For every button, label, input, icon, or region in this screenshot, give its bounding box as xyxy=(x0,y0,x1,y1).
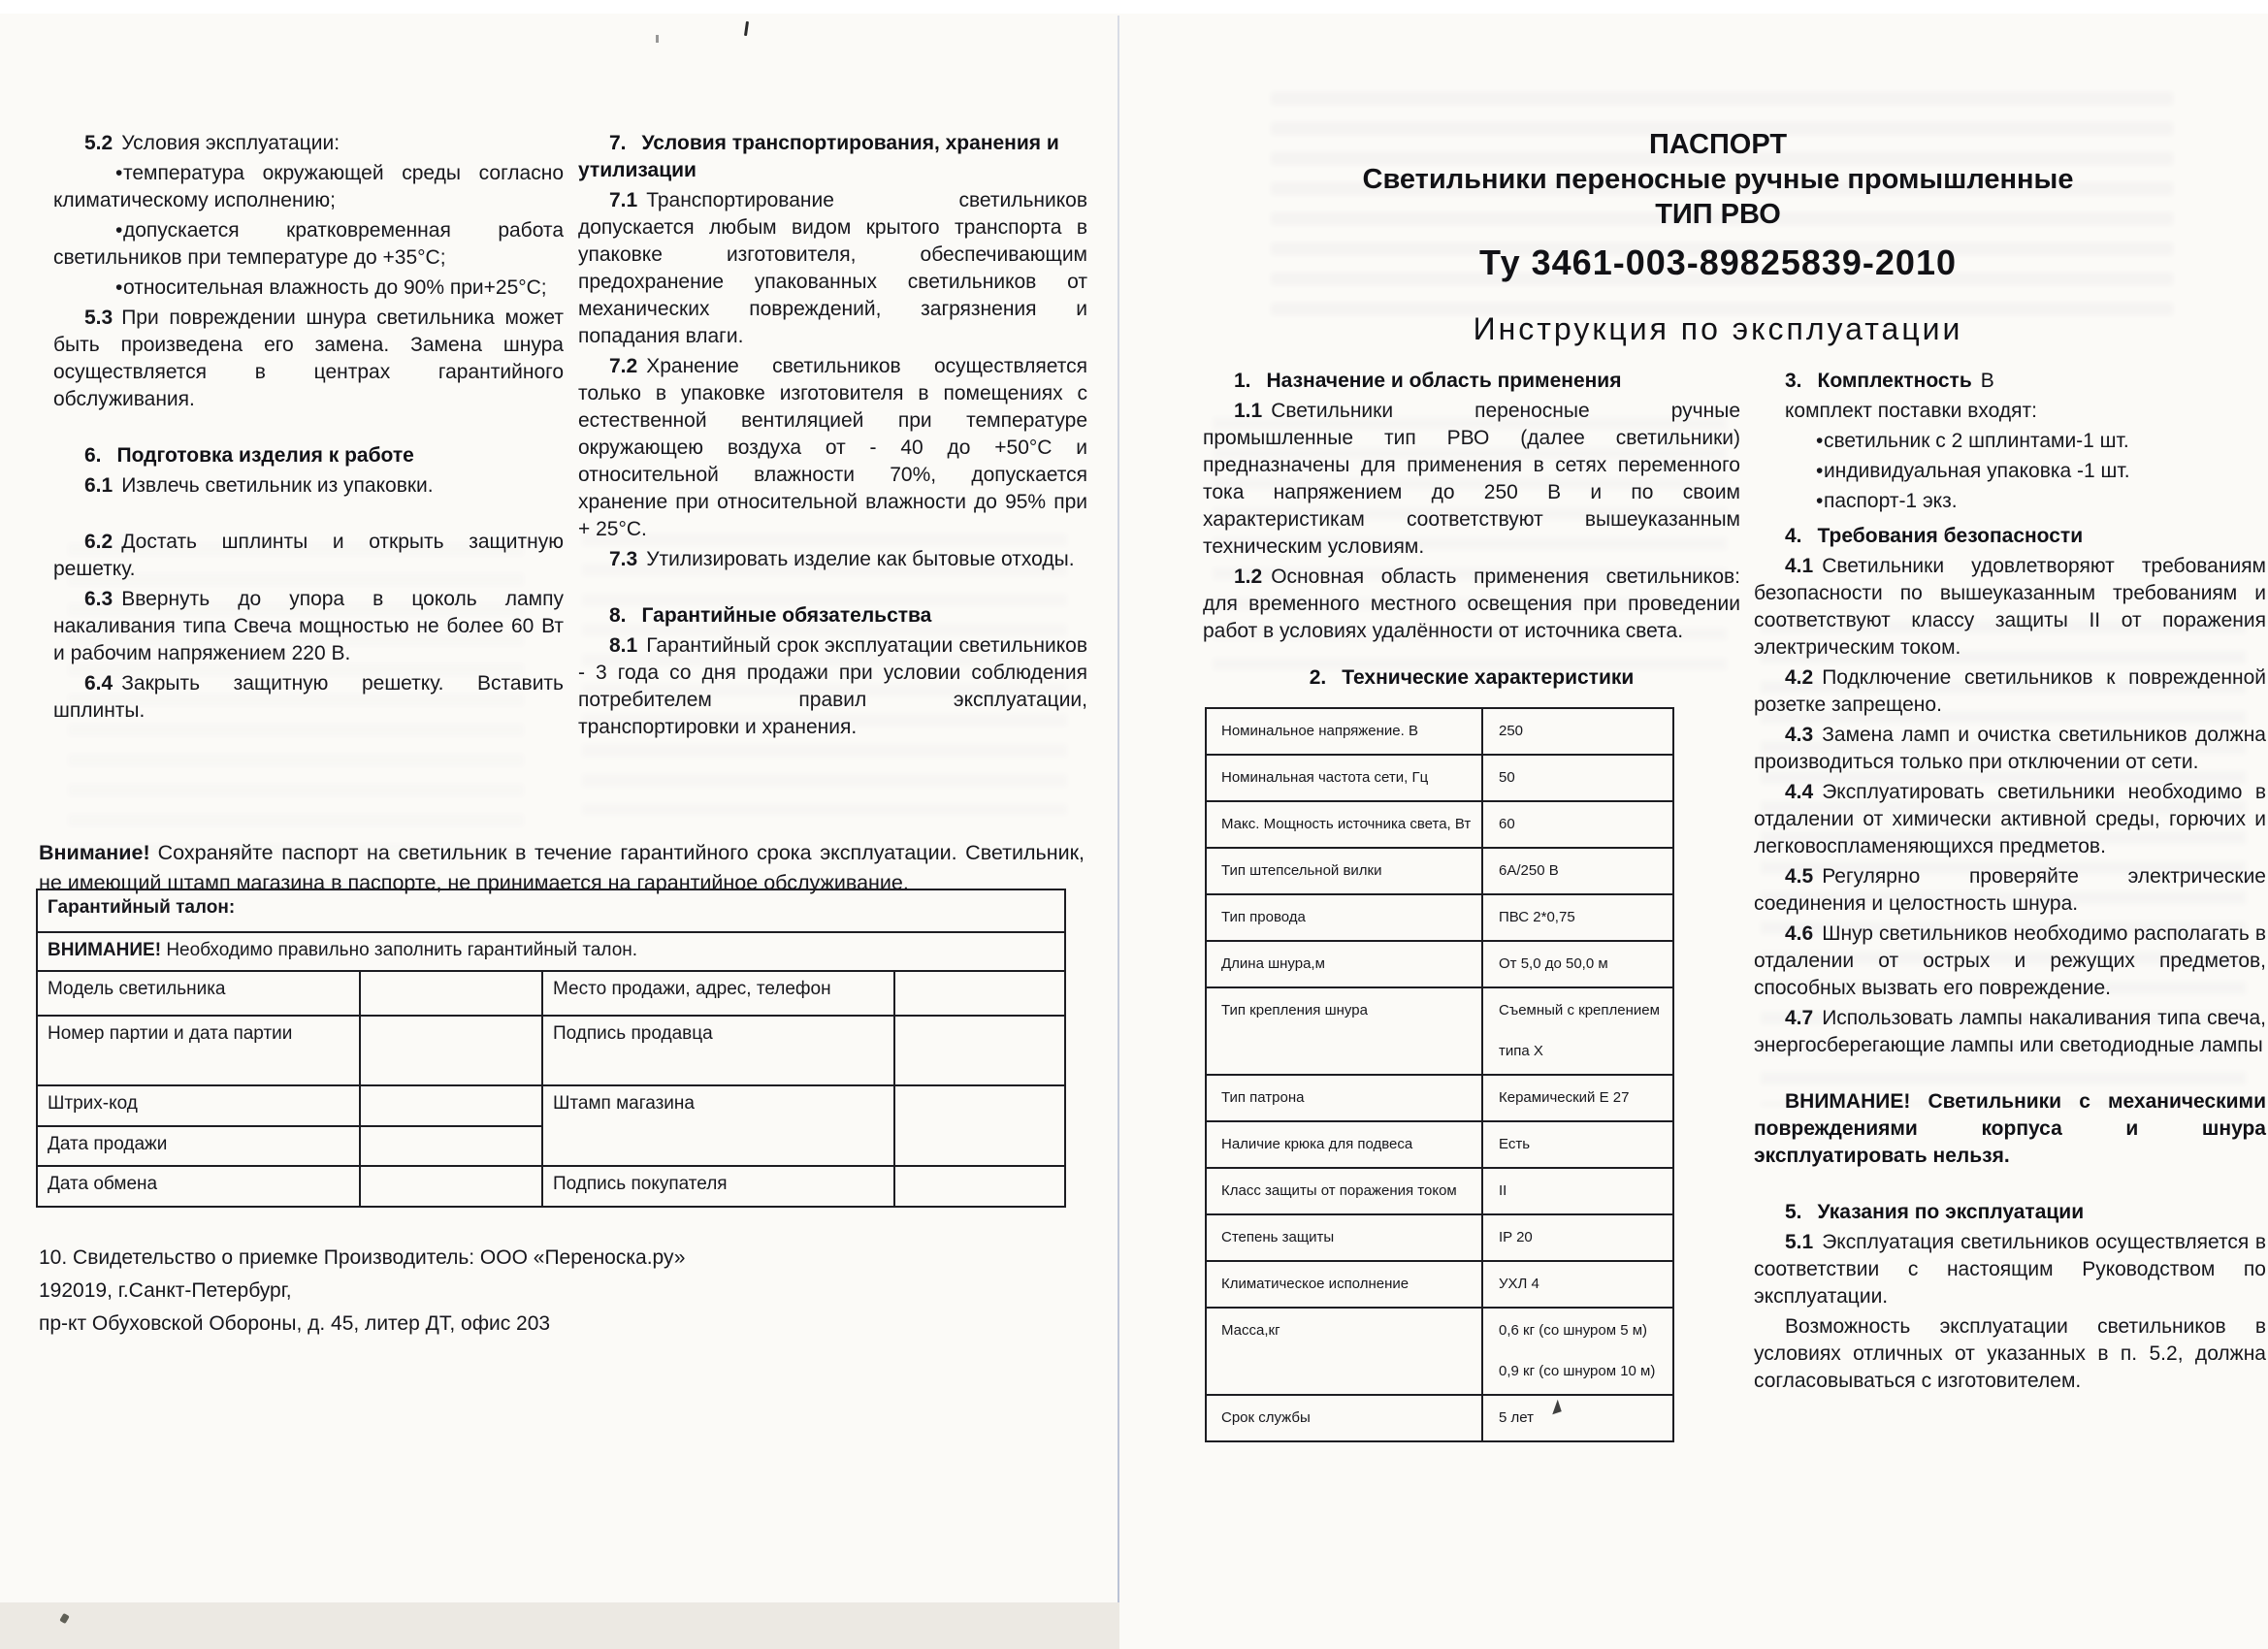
acceptance-line: 10. Свидетельство о приемке Производитель: ООО «Переноска.ру» xyxy=(39,1246,686,1269)
warranty-blank-cell xyxy=(894,1016,1065,1085)
tech-spec-value: Есть xyxy=(1482,1121,1673,1168)
tech-spec-row xyxy=(1206,1075,1673,1121)
doc-title: ПАСПОРТ xyxy=(1648,129,1788,160)
bullet-marker: • xyxy=(1816,460,1824,482)
section-number: 5.3 xyxy=(84,307,113,329)
para-text: Утилизировать изделие как бытовые отходы. xyxy=(646,548,1075,570)
bullet-item xyxy=(1754,428,2266,455)
section-number: 6.3 xyxy=(84,588,113,610)
para-text: светильник с 2 шплинтами-1 шт. xyxy=(1824,430,2129,452)
para-text: Эксплуатировать светильники необходимо в отдалении от химически активной среды, горючих и легковоспламеняющихся предметов. xyxy=(1754,781,2266,857)
para-text: Достать шплинты и открыть защитную решетку. xyxy=(53,531,564,580)
acceptance-line: 192019, г.Санкт-Петербург, xyxy=(39,1279,292,1302)
tech-specs-table xyxy=(1205,707,1674,1442)
tech-spec-row xyxy=(1206,1214,1673,1261)
heading-text: Комплектность xyxy=(1817,370,1972,392)
para-text: Регулярно проверяйте электрические соединения и целостность шнура. xyxy=(1754,865,2266,915)
section-number: 4.7 xyxy=(1785,1007,1814,1029)
para-5-1 xyxy=(1754,1229,2266,1310)
tech-spec-value-line: типа Х xyxy=(1499,1043,1543,1059)
tech-spec-label: Класс защиты от поражения током xyxy=(1206,1168,1482,1214)
para-1-2 xyxy=(1203,564,1740,645)
warranty-table xyxy=(36,889,1066,1208)
warranty-title-cell: Гарантийный талон: xyxy=(37,889,1065,932)
warranty-field-label: Место продажи, адрес, телефон xyxy=(542,971,894,1016)
warranty-field-label: Модель светильника xyxy=(37,971,360,1016)
bullet-marker: • xyxy=(115,276,123,299)
title-block xyxy=(1203,127,2233,348)
para-7-2 xyxy=(578,353,1087,543)
para-text: Шнур светильников необходимо располагать в отдалении от острых и режущих предметов, способных вызвать его повреждение. xyxy=(1754,922,2266,999)
warranty-blank-cell xyxy=(894,1166,1065,1207)
para-text: Возможность эксплуатации светильников в условиях отличных от указанных в п. 5.2, должна согласовываться с изготовителем. xyxy=(1754,1315,2266,1392)
section-number: 1. xyxy=(1234,370,1251,392)
table-row xyxy=(37,971,1065,1016)
bullet-item xyxy=(53,160,564,214)
section-number: 7.3 xyxy=(609,548,638,570)
table-row xyxy=(37,1085,1065,1126)
table-row xyxy=(37,932,1065,971)
para-4-1 xyxy=(1754,553,2266,662)
right-column-1 xyxy=(1203,368,1740,1442)
tech-spec-label: Наличие крюка для подвеса xyxy=(1206,1121,1482,1168)
heading-8 xyxy=(578,602,1087,630)
bullet-item xyxy=(53,217,564,272)
warranty-blank-cell xyxy=(360,1085,542,1126)
acceptance-block xyxy=(39,1242,685,1341)
section-number: 4.4 xyxy=(1785,781,1814,803)
section-number: 5. xyxy=(1785,1201,1802,1223)
para-text: комплект поставки входят: xyxy=(1785,400,2037,422)
tech-spec-value: ПВС 2*0,75 xyxy=(1482,894,1673,941)
table-row xyxy=(37,1016,1065,1085)
bullet-marker: • xyxy=(115,162,123,184)
heading-3 xyxy=(1754,368,2266,395)
warranty-field-label: Штамп магазина xyxy=(542,1085,894,1166)
para-6-1 xyxy=(53,472,564,500)
heading-1 xyxy=(1203,368,1740,395)
tech-spec-value-line: 0,9 кг (со шнуром 10 м) xyxy=(1499,1363,1656,1379)
tech-spec-value: От 5,0 до 50,0 м xyxy=(1482,941,1673,987)
section-number: 1.1 xyxy=(1234,400,1263,422)
left-column-1 xyxy=(53,130,564,741)
tech-spec-label: Масса,кг xyxy=(1206,1308,1482,1395)
warranty-field-label: Дата обмена xyxy=(37,1166,360,1207)
para-text: Светильники удовлетворяют требованиям безопасности по вышеуказанным требованиям и соответствуют классу защиты II от поражения электрическим током. xyxy=(1754,555,2266,659)
tech-spec-value xyxy=(1482,987,1673,1075)
para-5-3 xyxy=(53,305,564,413)
tech-spec-value: УХЛ 4 xyxy=(1482,1261,1673,1308)
tech-spec-label: Тип провода xyxy=(1206,894,1482,941)
para-4-5 xyxy=(1754,863,2266,918)
right-column-2 xyxy=(1754,368,2266,1442)
para-text: Хранение светильников осуществляется только в упаковке изготовителя в помещениях с естественной вентиляцией при температуре окружающею воздуха от - 40 до +50°С и относительной влажности 70%, допускается хранение при относительной влажности до 95% при + 25°С. xyxy=(578,355,1087,540)
page-gutter-line xyxy=(1118,16,1119,1602)
para-text: относительная влажность до 90% при+25°С; xyxy=(123,276,547,299)
scan-artifact xyxy=(656,35,659,43)
tech-spec-row xyxy=(1206,1168,1673,1214)
table-row xyxy=(37,1166,1065,1207)
section-number: 8. xyxy=(609,604,627,627)
bullet-item xyxy=(1754,488,2266,515)
tech-spec-row xyxy=(1206,1121,1673,1168)
para-text: Эксплуатация светильников осуществляется в соответствии с настоящим Руководством по эксплуатации. xyxy=(1754,1231,2266,1308)
tech-spec-label: Тип крепления шнура xyxy=(1206,987,1482,1075)
scan-edge-strip xyxy=(0,0,2268,14)
heading-6 xyxy=(53,442,564,469)
heading-text: Требования безопасности xyxy=(1817,525,2084,547)
para-1-1 xyxy=(1203,398,1740,561)
heading-text: Условия транспортирования, хранения и утилизации xyxy=(578,132,1059,181)
para-text: допускается кратковременная работа светильников при температуре до +35°С; xyxy=(53,219,564,269)
tech-spec-label: Степень защиты xyxy=(1206,1214,1482,1261)
section-number: 4.3 xyxy=(1785,724,1814,746)
bullet-item xyxy=(53,275,564,302)
bullet-marker: • xyxy=(115,219,123,242)
tech-spec-label: Длина шнура,м xyxy=(1206,941,1482,987)
tech-spec-row xyxy=(1206,987,1673,1075)
bullet-marker: • xyxy=(1816,430,1824,452)
para-4-4 xyxy=(1754,779,2266,860)
warranty-field-label: Подпись покупателя xyxy=(542,1166,894,1207)
warranty-warning-cell xyxy=(37,932,1065,971)
section-number: 4. xyxy=(1785,525,1802,547)
section-number: 6.1 xyxy=(84,474,113,497)
warranty-blank-cell xyxy=(360,971,542,1016)
para-5-2 xyxy=(53,130,564,157)
warning-bold: ВНИМАНИЕ! xyxy=(48,940,162,960)
doc-instruction-title: Инструкция по эксплуатации xyxy=(1473,311,1963,346)
para-text: Транспортирование светильников допускается любым видом крытого транспорта в упаковке изготовителя, обеспечивающим предохранение упакованных светильников от механических повреждений, загрязнения и попадания влаги. xyxy=(578,189,1087,347)
warranty-blank-cell xyxy=(894,971,1065,1016)
tech-spec-value: IP 20 xyxy=(1482,1214,1673,1261)
doc-subtitle: Светильники переносные ручные промышленные xyxy=(1362,164,2074,195)
para-text: индивидуальная упаковка -1 шт. xyxy=(1824,460,2130,482)
tech-spec-label: Климатическое исполнение xyxy=(1206,1261,1482,1308)
tech-spec-row xyxy=(1206,894,1673,941)
bullet-marker: • xyxy=(1816,490,1824,512)
doc-type: ТИП РВО xyxy=(1655,199,1781,230)
warranty-field-label: Подпись продавца xyxy=(542,1016,894,1085)
section-number: 8.1 xyxy=(609,634,638,657)
table-row xyxy=(37,889,1065,932)
doc-tu-number: Ту 3461-003-89825839-2010 xyxy=(1478,242,1957,282)
section-number: 4.2 xyxy=(1785,666,1814,689)
notice-text: Сохраняйте паспорт на светильник в течение гарантийного срока эксплуатации. Светильник, не имеющий штамп магазина в паспорте, не принимается на гарантийное обслуживание. xyxy=(39,840,1085,894)
tech-spec-row xyxy=(1206,941,1673,987)
para-6-2 xyxy=(53,529,564,583)
para-text: Использовать лампы накаливания типа свеча, энергосберегающие лампы или светодиодные лампы xyxy=(1754,1007,2266,1056)
para-4-7 xyxy=(1754,1005,2266,1059)
warranty-field-label: Штрих-код xyxy=(37,1085,360,1126)
tech-spec-row xyxy=(1206,1261,1673,1308)
tech-spec-row xyxy=(1206,708,1673,755)
heading-5 xyxy=(1754,1199,2266,1226)
heading-text: Подготовка изделия к работе xyxy=(116,444,414,467)
heading-text: Указания по эксплуатации xyxy=(1817,1201,2085,1223)
tech-spec-value xyxy=(1482,1308,1673,1395)
tech-spec-value-line: Съемный с креплением xyxy=(1499,1002,1660,1018)
tech-spec-label: Срок службы xyxy=(1206,1395,1482,1441)
tech-spec-value: 50 xyxy=(1482,755,1673,801)
tech-spec-row xyxy=(1206,755,1673,801)
section-number: 7.1 xyxy=(609,189,638,211)
tech-spec-row xyxy=(1206,1395,1673,1441)
tech-spec-value: 60 xyxy=(1482,801,1673,848)
section-number: 3. xyxy=(1785,370,1802,392)
para-text: Подключение светильников к поврежденной розетке запрещено. xyxy=(1754,666,2266,716)
warranty-blank-cell xyxy=(360,1166,542,1207)
tech-spec-row xyxy=(1206,1308,1673,1395)
section-number: 6. xyxy=(84,444,102,467)
heading-text: Гарантийные обязательства xyxy=(641,604,932,627)
section-number: 7.2 xyxy=(609,355,638,377)
section-number: 2. xyxy=(1309,666,1327,689)
section-number: 4.5 xyxy=(1785,865,1814,888)
tech-spec-value: Керамический Е 27 xyxy=(1482,1075,1673,1121)
warning-text: Необходимо правильно заполнить гарантийный талон. xyxy=(166,940,638,960)
tech-spec-value-line: 0,6 кг (со шнуром 5 м) xyxy=(1499,1322,1648,1339)
warranty-field-label: Дата продажи xyxy=(37,1126,360,1166)
tech-spec-label: Номинальная частота сети, Гц xyxy=(1206,755,1482,801)
para-text: Закрыть защитную решетку. Вставить шплинты. xyxy=(53,672,564,722)
para-intro xyxy=(1754,398,2266,425)
section-number: 5.1 xyxy=(1785,1231,1814,1253)
heading-tail: В xyxy=(1980,370,1994,392)
warranty-blank-cell xyxy=(894,1085,1065,1166)
scan-edge-shadow xyxy=(0,1602,1119,1649)
notice-bold: Внимание! xyxy=(39,840,150,864)
attention-warning: ВНИМАНИЕ! Светильники с механическими повреждениями корпуса и шнура эксплуатировать нельзя. xyxy=(1754,1090,2266,1167)
para-text: паспорт-1 экз. xyxy=(1824,490,1958,512)
bullet-item xyxy=(1754,458,2266,485)
warranty-blank-cell xyxy=(360,1126,542,1166)
scan-artifact xyxy=(744,21,749,36)
acceptance-line: пр-кт Обуховской Обороны, д. 45, литер ДТ, офис 203 xyxy=(39,1312,551,1335)
warranty-field-label: Номер партии и дата партии xyxy=(37,1016,360,1085)
para-4-3 xyxy=(1754,722,2266,776)
para-7-1 xyxy=(578,187,1087,350)
para-text: При повреждении шнура светильника может быть произведена его замена. Замена шнура осуществляется в центрах гарантийного обслуживания. xyxy=(53,307,564,410)
tech-spec-value: 6А/250 В xyxy=(1482,848,1673,894)
tech-spec-value: II xyxy=(1482,1168,1673,1214)
para-text: температура окружающей среды согласно климатическому исполнению; xyxy=(53,162,564,211)
heading-2 xyxy=(1203,664,1740,692)
tech-spec-row xyxy=(1206,848,1673,894)
section-number: 7. xyxy=(609,132,627,154)
section-number: 1.2 xyxy=(1234,566,1263,588)
tech-spec-value: 250 xyxy=(1482,708,1673,755)
para-4-2 xyxy=(1754,664,2266,719)
tech-spec-label: Макс. Мощность источника света, Вт xyxy=(1206,801,1482,848)
para-text: Светильники переносные ручные промышленные тип РВО (далее светильники) предназначены для применения в сетях переменного тока напряжением до 250 В и по своим характеристикам соответствуют вышеуказанным техническим условиям. xyxy=(1203,400,1740,558)
para-4-6 xyxy=(1754,921,2266,1002)
heading-text: Технические характеристики xyxy=(1342,666,1635,689)
para-text: Замена ламп и очистка светильников должна производиться только при отключении от сети. xyxy=(1754,724,2266,773)
section-number: 4.6 xyxy=(1785,922,1814,945)
para-text: Гарантийный срок эксплуатации светильников - 3 года со дня продажи при условии соблюдения потребителем правил эксплуатации, транспортировки и хранения. xyxy=(578,634,1087,738)
tech-spec-label: Тип патрона xyxy=(1206,1075,1482,1121)
left-column-2 xyxy=(578,130,1087,741)
para-6-4 xyxy=(53,670,564,725)
tech-spec-label: Номинальное напряжение. В xyxy=(1206,708,1482,755)
warranty-blank-cell xyxy=(360,1016,542,1085)
section-number: 5.2 xyxy=(84,132,113,154)
tech-spec-row xyxy=(1206,801,1673,848)
para-text: Ввернуть до упора в цоколь лампу накаливания типа Свеча мощностью не более 60 Вт и рабочим напряжением 220 В. xyxy=(53,588,564,664)
para-7-3 xyxy=(578,546,1087,573)
section-number: 6.4 xyxy=(84,672,113,695)
para-6-3 xyxy=(53,586,564,667)
section-number: 4.1 xyxy=(1785,555,1814,577)
para-text: Условия эксплуатации: xyxy=(121,132,340,154)
section-number: 6.2 xyxy=(84,531,113,553)
para-8-1 xyxy=(578,632,1087,741)
tech-spec-label: Тип штепсельной вилки xyxy=(1206,848,1482,894)
para-text: Основная область применения светильников: для временного местного освещения при проведении работ в условиях удалённости от источника света. xyxy=(1203,566,1740,642)
para-final xyxy=(1754,1313,2266,1395)
heading-4 xyxy=(1754,523,2266,550)
heading-7 xyxy=(578,130,1087,184)
tech-spec-value: 5 лет xyxy=(1482,1395,1673,1441)
para-text: Извлечь светильник из упаковки. xyxy=(121,474,434,497)
heading-text: Назначение и область применения xyxy=(1266,370,1622,392)
